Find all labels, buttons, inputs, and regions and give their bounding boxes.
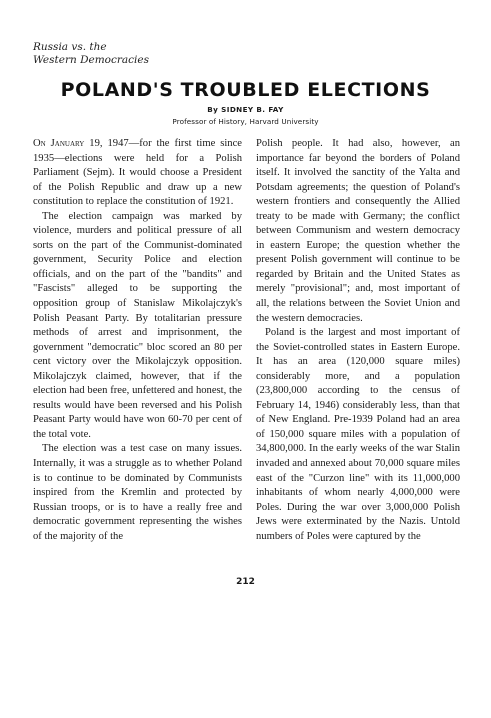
page-number: 212 [236, 577, 255, 587]
paragraph-lead: On January [33, 138, 85, 149]
paragraph: Poland is the largest and most important of the Soviet-controlled states in Eastern Europe. It has an area (120,000 square miles) considerably more, and a population (23,800,000 according to the census of February 14, 1946) considerably less, than that of New England. Pre-1939 Poland had an area of 150,000 square miles with a population of 34,800,000. In the early weeks of the war Stalin invaded and annexed about 70,000 square miles east of the "Curzon line" with its 11,000,000 inhabitants of whom nearly 4,000,000 were Poles. During the war over 3,000,000 Polish Jews were exterminated by the Nazis. Untold numbers of Poles were captured by the [256, 327, 460, 542]
paragraph: The election was a test case on many issues. Internally, it was a struggle as to whether Poland is to continue to be dominated by Communists inspired from the Kremlin and protected by Russian troops, or is to have a really free and democratic government representing the wishes of the majority of the [33, 443, 242, 542]
paragraph: Polish people. It had also, however, an importance far beyond the borders of Poland itself. It involved the sanctity of the Yalta and Potsdam agreements; the question of Poland's western frontiers and consequently the Allied treaty to be made with Germany; the conflict between Communism and western democracy in eastern Europe; the question whether the present Polish government will continue to be regarded by Britain and the United States as merely "provisional"; and, most important of all, the relations between the Soviet Union and the western democracies. [256, 138, 460, 324]
article-byline: By SIDNEY B. FAY [207, 105, 284, 114]
section-label-line-2: Western Democracies [33, 54, 150, 66]
paragraph-text: 19, 1947—for the first time since 1935—elections were held for a Polish Parliament (Sejm). It would choose a President of the Polish Republic and draw up a new constitution to replace the constitution of 1921. [33, 138, 242, 208]
body-column-left [33, 137, 242, 544]
author-affiliation: Professor of History, Harvard University [172, 117, 319, 126]
paragraph: The election campaign was marked by violence, murders and political pressure of all sorts on the part of the Communist-dominated government, Security Police and election officials, and on the part of the "bandits" and "Fascists" alleged to be supporting the opposition group of Stanislaw Mikolajczyk's Polish Peasant Party. By totalitarian pressure methods of arrest and imprisonment, the government "democratic" bloc scored an 80 per cent victory over the Mikolajczyk opposition. Mikolajczyk claimed, however, that if the election had been free, unfettered and honest, the results would have been reversed and his Polish Peasant Party would have won 60-70 per cent of the total vote. [33, 210, 242, 440]
article-title: POLAND'S TROUBLED ELECTIONS [60, 79, 431, 101]
section-label [33, 41, 149, 67]
paragraph [33, 137, 242, 210]
body-column-right [256, 137, 460, 544]
section-label-line-1: Russia vs. the [33, 41, 107, 53]
